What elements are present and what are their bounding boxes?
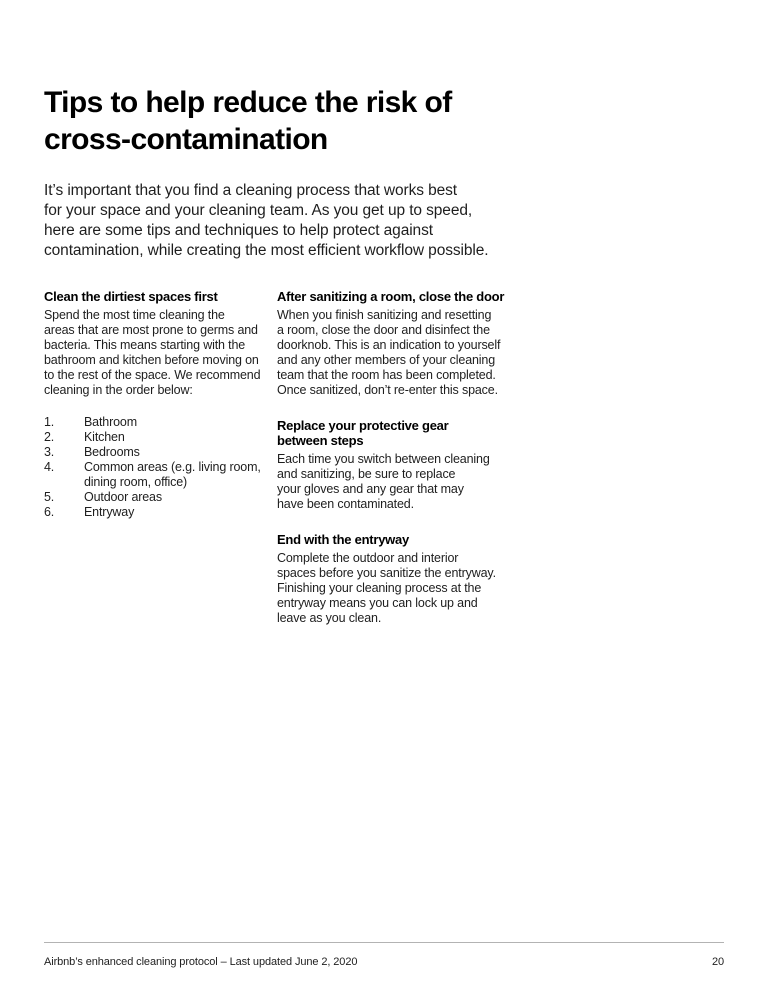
list-item xyxy=(44,415,277,430)
list-item xyxy=(44,430,277,445)
list-item-number: 5. xyxy=(44,490,55,504)
list-item xyxy=(44,445,277,460)
right-column xyxy=(277,289,724,646)
list-item-number: 1. xyxy=(44,415,55,429)
list-item-label: Common areas (e.g. living room, dining room, office) xyxy=(84,460,261,489)
section-body: Complete the outdoor and interior spaces before you sanitize the entryway. Finishing your cleaning process at the entryway means you can lock up and leave as you clean. xyxy=(277,551,496,625)
section-close-the-door xyxy=(277,289,724,398)
list-item-label: Entryway xyxy=(84,505,135,519)
section-heading: End with the entryway xyxy=(277,532,409,547)
cleaning-order-list xyxy=(44,415,277,520)
list-item xyxy=(44,490,277,505)
list-item-number: 6. xyxy=(44,505,55,519)
section-end-with-entryway xyxy=(277,532,724,626)
tips-columns xyxy=(44,289,724,646)
list-item xyxy=(44,460,277,490)
left-column xyxy=(44,289,277,646)
list-item-label: Outdoor areas xyxy=(84,490,162,504)
page-title: Tips to help reduce the risk of cross-contamination xyxy=(44,86,452,156)
section-clean-dirtiest-first xyxy=(44,289,277,520)
list-item-label: Bedrooms xyxy=(84,445,140,459)
section-heading: Replace your protective gear between steps xyxy=(277,418,449,448)
section-replace-protective-gear xyxy=(277,418,724,512)
list-item xyxy=(44,505,277,520)
section-body: Each time you switch between cleaning and sanitizing, be sure to replace your gloves and any gear that may have been contaminated. xyxy=(277,452,490,511)
page-number: 20 xyxy=(711,956,724,968)
section-body: When you finish sanitizing and resetting a room, close the door and disinfect the doorknob. This is an indication to yourself and any other members of your cleaning team that the room has been completed. Once sanitized, don’t re-enter this space. xyxy=(277,308,501,397)
page-footer xyxy=(44,942,724,968)
list-item-label: Kitchen xyxy=(84,430,125,444)
list-item-number: 2. xyxy=(44,430,55,444)
section-body: Spend the most time cleaning the areas that are most prone to germs and bacteria. This means starting with the bathroom and kitchen before moving on to the rest of the space. We recommend cleaning in the order below: xyxy=(44,308,261,397)
list-item-number: 4. xyxy=(44,460,55,474)
list-item-label: Bathroom xyxy=(84,415,137,429)
footer-text: Airbnb’s enhanced cleaning protocol – Last updated June 2, 2020 xyxy=(44,956,358,968)
list-item-number: 3. xyxy=(44,445,55,459)
section-heading: After sanitizing a room, close the door xyxy=(277,289,505,304)
intro-paragraph: It’s important that you find a cleaning process that works best for your space and your cleaning team. As you get up to speed, here are some tips and techniques to help protect against contamination, while creating the most efficient workflow possible. xyxy=(44,182,489,259)
section-heading: Clean the dirtiest spaces first xyxy=(44,289,218,304)
